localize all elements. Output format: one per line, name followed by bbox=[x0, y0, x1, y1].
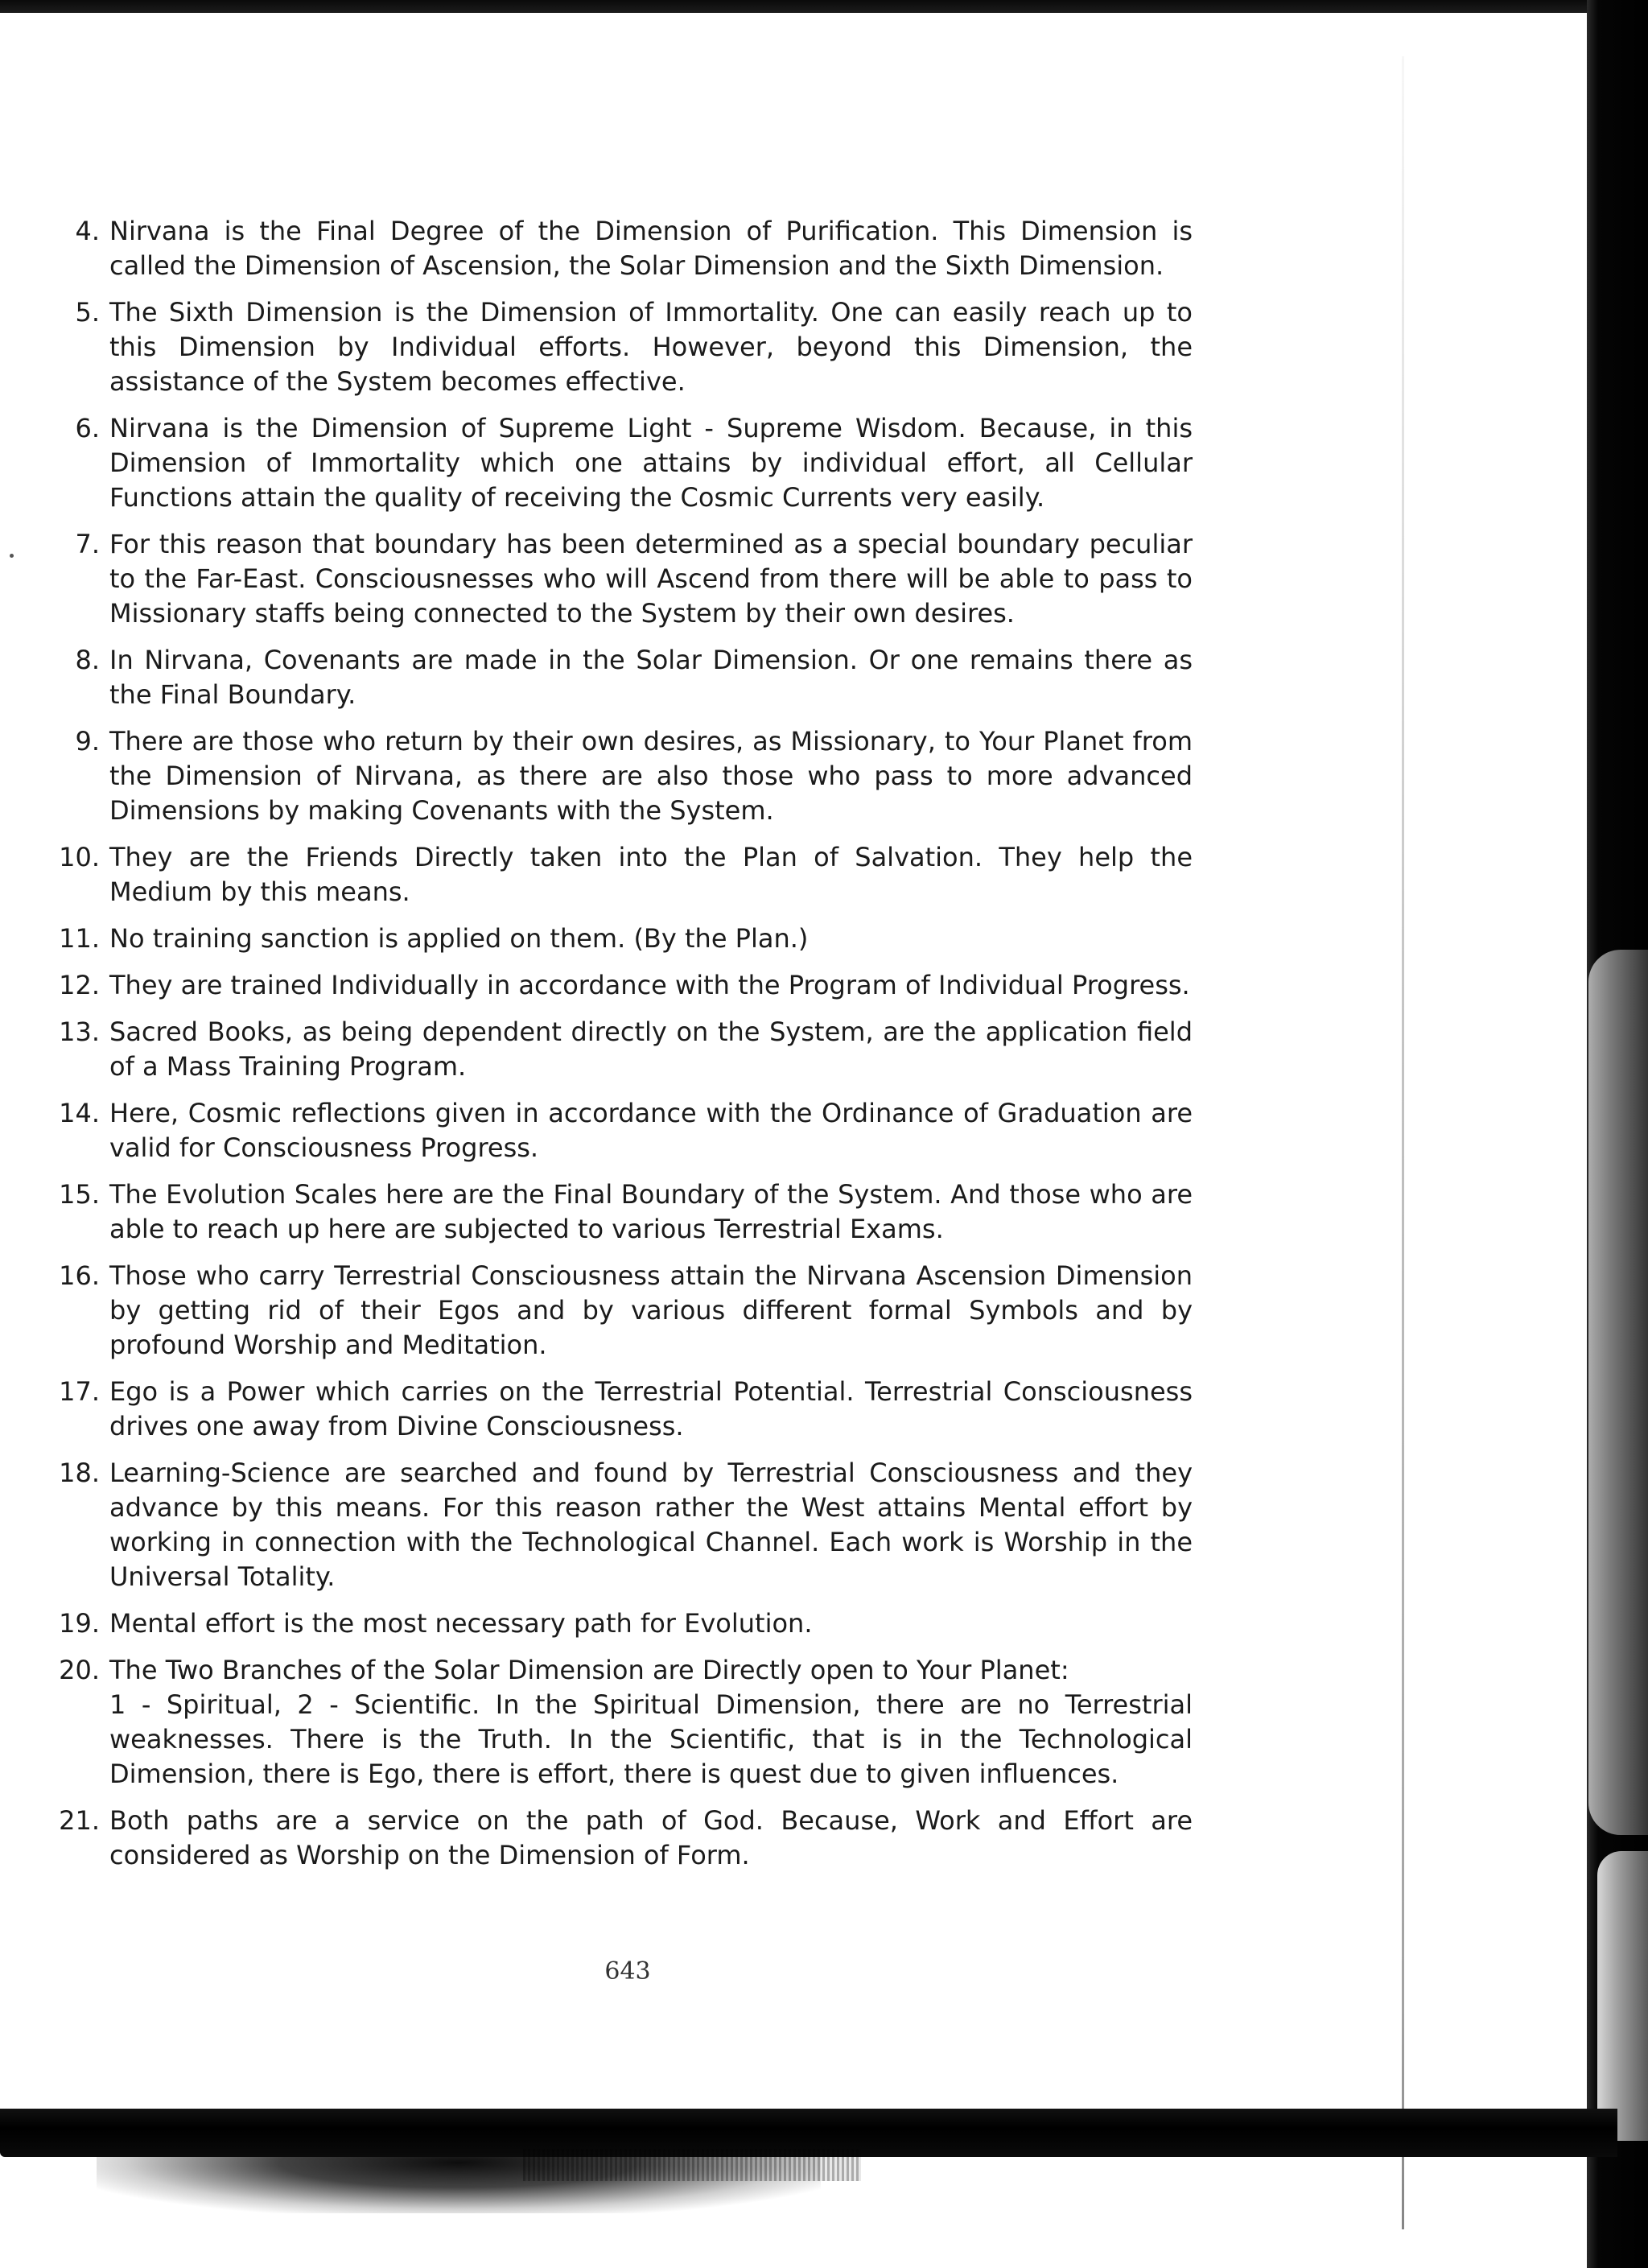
item-text: Nirvana is the Final Degree of the Dimension of Purification. This Dimension is called the Dimension of Ascension, the Solar Dimension and the Sixth Dimension. bbox=[109, 216, 1193, 281]
list-item bbox=[58, 922, 1193, 956]
item-text: Those who carry Terrestrial Consciousness attain the Nirvana Ascension Dimension by getting rid of their Egos and by various different formal Symbols and by profound Worship and Meditation. bbox=[109, 1260, 1193, 1360]
item-number: 14. bbox=[59, 1098, 100, 1128]
item-number: 18. bbox=[59, 1458, 100, 1488]
list-item bbox=[58, 1804, 1193, 1873]
item-number: 9. bbox=[75, 726, 100, 757]
item-text: Mental effort is the most necessary path for Evolution. bbox=[109, 1608, 813, 1639]
list-item bbox=[58, 1375, 1193, 1444]
item-text: In Nirvana, Covenants are made in the Solar Dimension. Or one remains there as the Final Boundary. bbox=[109, 645, 1193, 710]
item-number: 13. bbox=[59, 1016, 100, 1047]
item-number: 11. bbox=[59, 923, 100, 954]
list-item bbox=[58, 1653, 1193, 1792]
item-text: They are trained Individually in accordance with the Program of Individual Progress. bbox=[109, 970, 1190, 1000]
item-text: Both paths are a service on the path of God. Because, Work and Effort are considered as Worship on the Dimension of Form. bbox=[109, 1805, 1193, 1870]
item-text: Sacred Books, as being dependent directly on the System, are the application field of a Mass Training Program. bbox=[109, 1016, 1193, 1082]
scan-bottom-streaks bbox=[523, 2149, 861, 2181]
list-item bbox=[58, 1177, 1193, 1247]
list-item bbox=[58, 1096, 1193, 1165]
item-number: 16. bbox=[59, 1260, 100, 1291]
item-number: 20. bbox=[59, 1655, 100, 1685]
item-text-line: 1 - Spiritual, 2 - Scientific. In the Spiritual Dimension, there are no Terrestrial weaknesses. There is the Truth. In the Scientific, that is in the Technological Dimension, there is Ego, there is effort, there is quest due to given influences. bbox=[109, 1689, 1193, 1789]
item-text: Nirvana is the Dimension of Supreme Light - Supreme Wisdom. Because, in this Dimension of Immortality which one attains by individual effort, all Cellular Functions attain the quality of receiving the Cosmic Currents very easily. bbox=[109, 413, 1193, 513]
item-text: The Evolution Scales here are the Final Boundary of the System. And those who are able to reach up here are subjected to various Terrestrial Exams. bbox=[109, 1179, 1193, 1244]
item-text: There are those who return by their own desires, as Missionary, to Your Planet from the Dimension of Nirvana, as there are also those who pass to more advanced Dimensions by making Covenants with the System. bbox=[109, 726, 1193, 826]
item-number: 10. bbox=[59, 842, 100, 872]
list-item bbox=[58, 968, 1193, 1003]
list-item bbox=[58, 643, 1193, 712]
item-number: 5. bbox=[75, 297, 100, 328]
item-number: 21. bbox=[59, 1805, 100, 1836]
list-item bbox=[58, 840, 1193, 909]
scan-top-shadow bbox=[0, 0, 1648, 13]
item-text-line: The Two Branches of the Solar Dimension are Directly open to Your Planet: bbox=[109, 1655, 1069, 1685]
numbered-list bbox=[58, 214, 1193, 1873]
list-item bbox=[58, 1606, 1193, 1641]
list-item bbox=[58, 1015, 1193, 1084]
list-item bbox=[58, 1259, 1193, 1363]
list-item bbox=[58, 527, 1193, 631]
item-number: 17. bbox=[59, 1376, 100, 1407]
item-number: 15. bbox=[59, 1179, 100, 1210]
scan-right-highlight-lower bbox=[1597, 1851, 1648, 2141]
list-item bbox=[58, 1456, 1193, 1594]
item-text: No training sanction is applied on them. (By the Plan.) bbox=[109, 923, 809, 954]
item-text: Learning-Science are searched and found by Terrestrial Consciousness and they advance by this means. For this reason rather the West attains Mental effort by working in connection with the Technological Channel. Each work is Worship in the Universal Totality. bbox=[109, 1458, 1193, 1592]
page-number: 643 bbox=[604, 1957, 651, 1986]
item-number: 6. bbox=[75, 413, 100, 443]
item-number: 7. bbox=[75, 529, 100, 559]
list-item bbox=[58, 214, 1193, 283]
scan-dust-mark bbox=[10, 554, 14, 558]
item-text: The Sixth Dimension is the Dimension of Immortality. One can easily reach up to this Dimension by Individual efforts. However, beyond this Dimension, the assistance of the System becomes effective. bbox=[109, 297, 1193, 397]
scan-right-highlight bbox=[1588, 950, 1648, 1835]
list-item bbox=[58, 411, 1193, 515]
item-number: 19. bbox=[59, 1608, 100, 1639]
item-number: 12. bbox=[59, 970, 100, 1000]
list-item bbox=[58, 295, 1193, 399]
item-text: Ego is a Power which carries on the Terrestrial Potential. Terrestrial Consciousness drives one away from Divine Consciousness. bbox=[109, 1376, 1193, 1441]
item-number: 8. bbox=[75, 645, 100, 675]
item-text: Here, Cosmic reflections given in accordance with the Ordinance of Graduation are valid for Consciousness Progress. bbox=[109, 1098, 1193, 1163]
item-text: They are the Friends Directly taken into the Plan of Salvation. They help the Medium by this means. bbox=[109, 842, 1193, 907]
list-item bbox=[58, 724, 1193, 828]
item-number: 4. bbox=[75, 216, 100, 246]
item-text: For this reason that boundary has been determined as a special boundary peculiar to the Far-East. Consciousnesses who will Ascend from there will be able to pass to Missionary staffs being connected to the System by their own desires. bbox=[109, 529, 1193, 629]
page-edge-line bbox=[1402, 56, 1404, 2229]
page-body bbox=[58, 214, 1193, 1885]
